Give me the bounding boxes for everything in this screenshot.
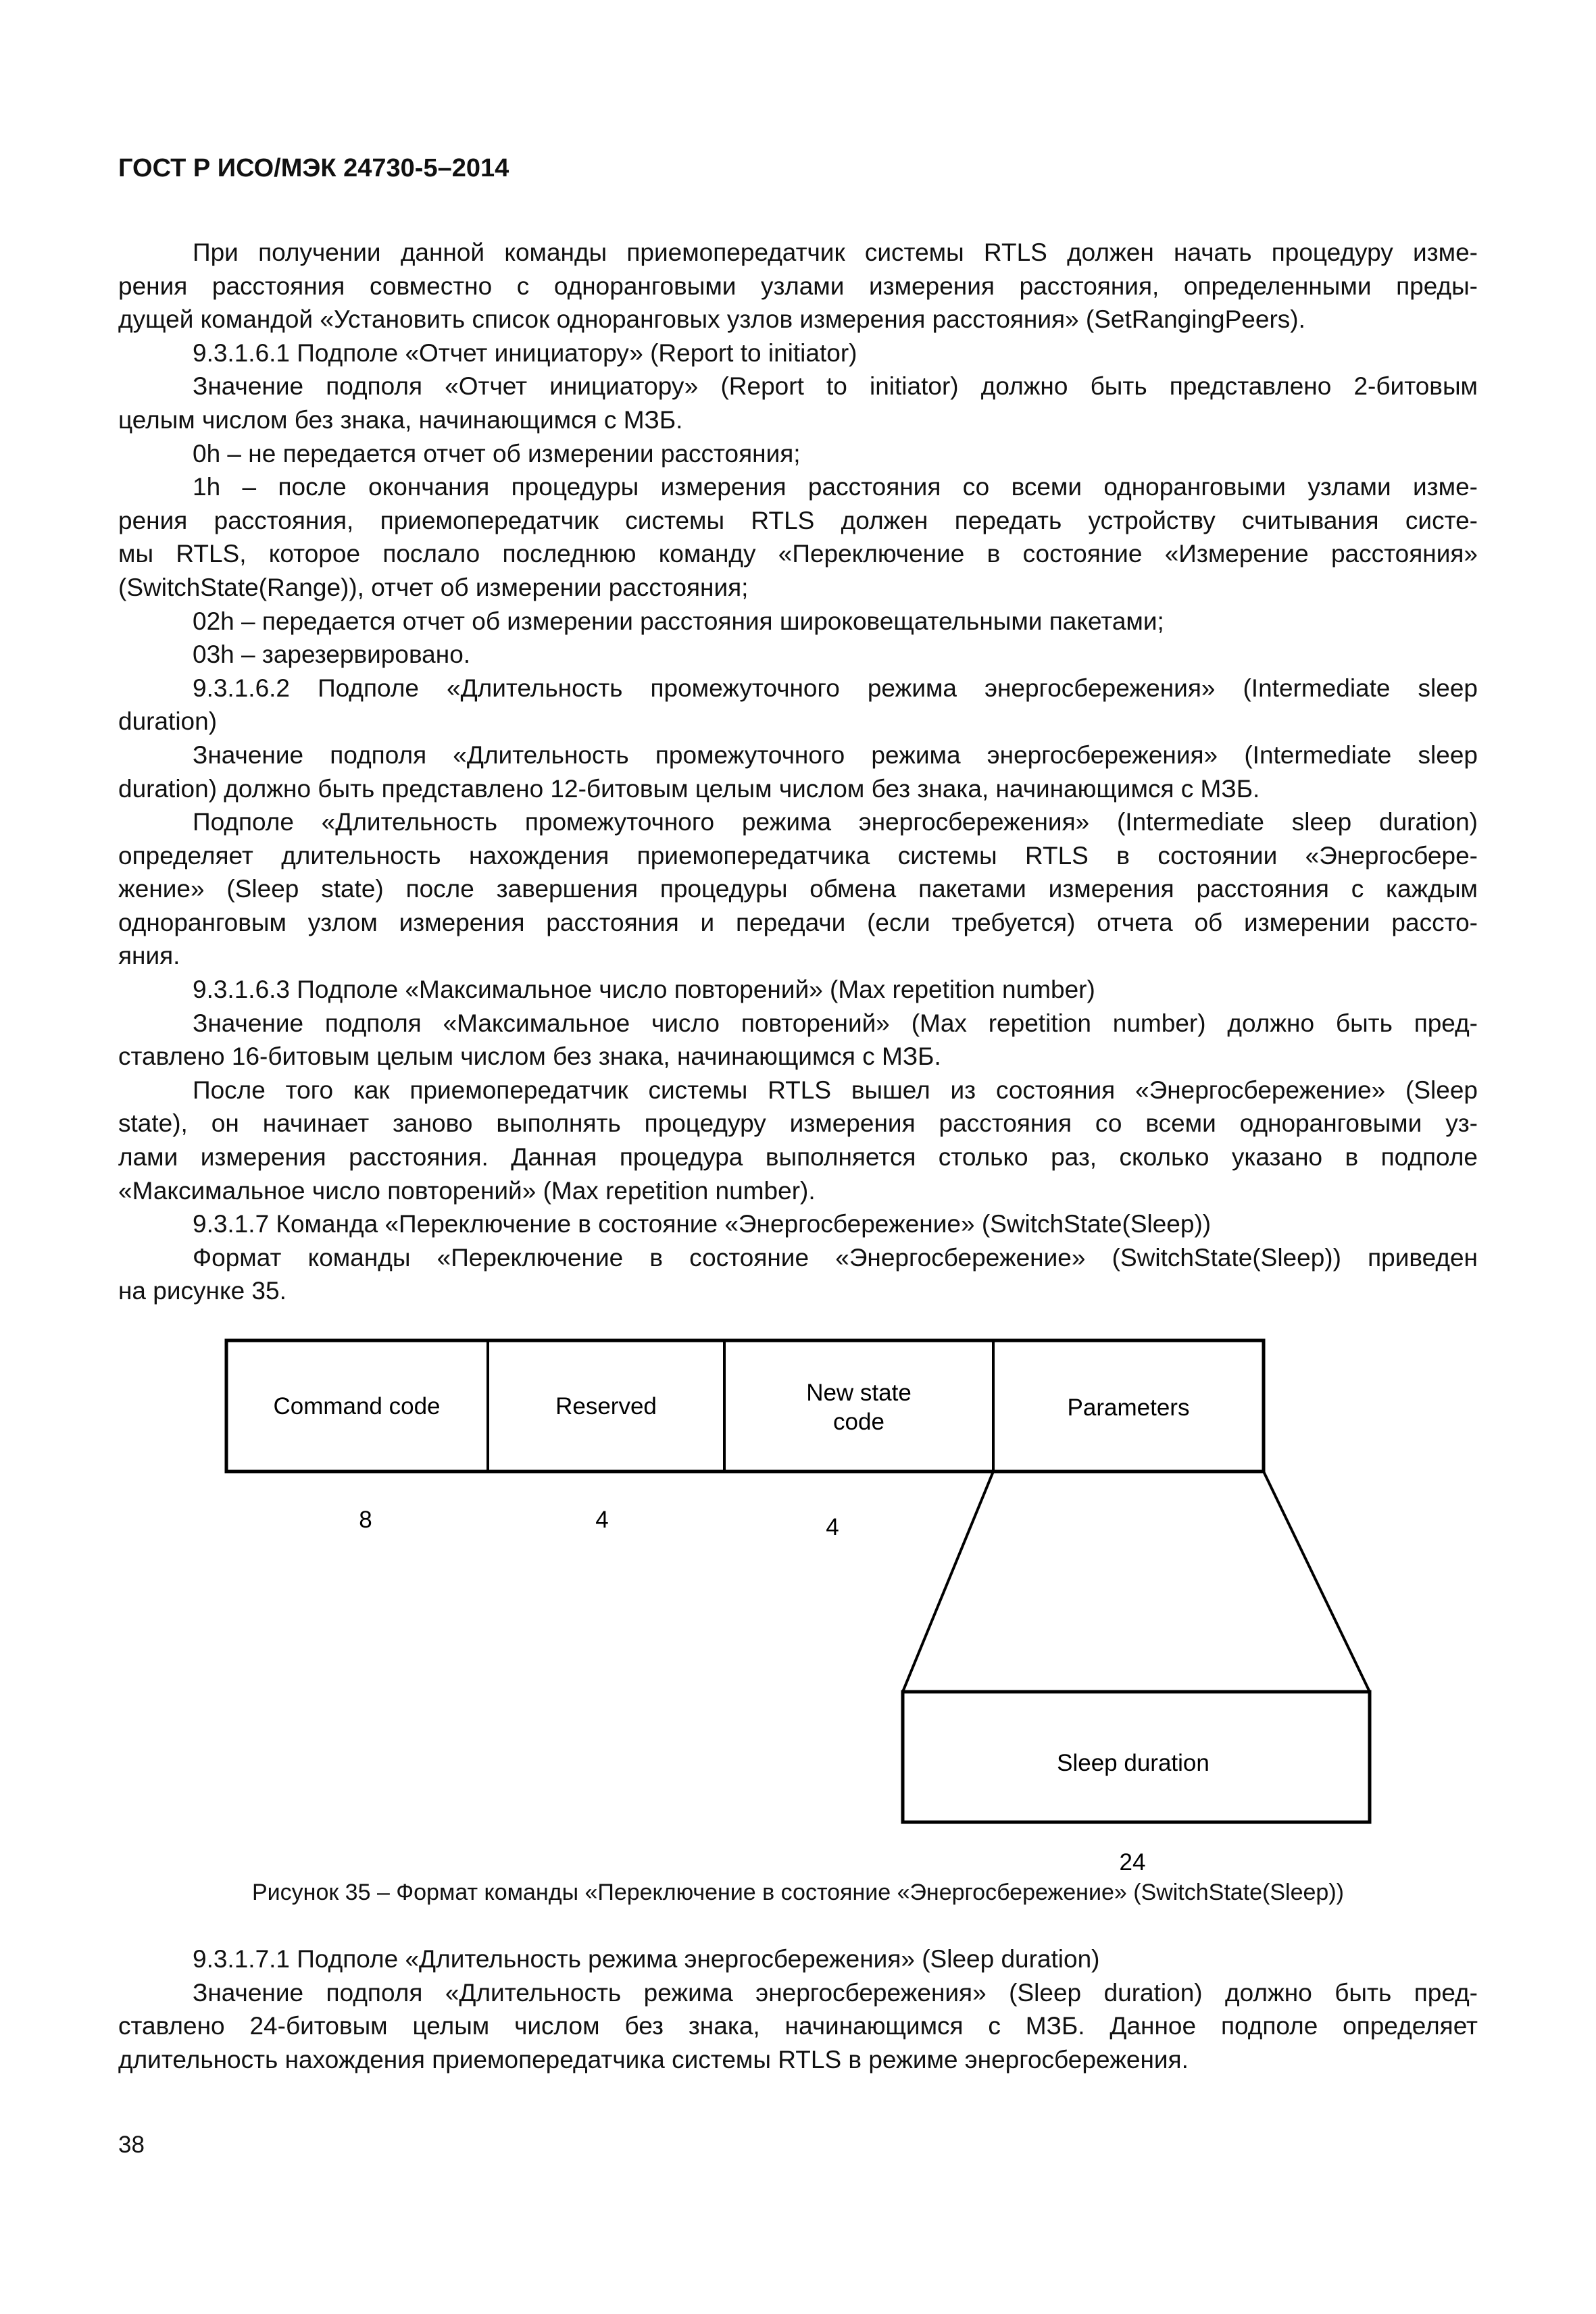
- paragraph-line: определяет длительность нахождения приемопередатчика системы RTLS в состоянии «Энергосбере-: [118, 841, 1478, 870]
- paragraph-line: на рисунке 35.: [118, 1277, 286, 1305]
- field-parameters: Parameters: [1067, 1394, 1190, 1421]
- paragraph-line: duration) должно быть представлено 12-битовым целым числом без знака, начинающимся с МЗБ.: [118, 774, 1260, 803]
- field-reserved: Reserved: [555, 1393, 657, 1419]
- paragraph-line: 9.3.1.7 Команда «Переключение в состояние «Энергосбережение» (SwitchState(Sleep)): [193, 1210, 1212, 1238]
- paragraph-line: жение» (Sleep state) после завершения процедуры обмена пакетами измерения расстояния с каждым: [118, 875, 1478, 903]
- paragraph-line: Значение подполя «Длительность промежуточного режима энергосбережения» (Intermediate sleep: [193, 740, 1478, 769]
- body-text-bottom: [118, 1942, 1478, 2076]
- paragraph-line: мы RTLS, которое послало последнюю команду «Переключение в состояние «Измерение расстояния»: [118, 540, 1478, 568]
- paragraph-line: яния.: [118, 942, 180, 970]
- field-command-code: Command code: [273, 1393, 441, 1419]
- expansion-line-left: [903, 1472, 993, 1692]
- figure-caption: Рисунок 35 – Формат команды «Переключение в состояние «Энергосбережение» (SwitchState(Sleep)): [252, 1880, 1344, 1905]
- field-new-state-code: New state: [806, 1380, 912, 1406]
- paragraph-line: Подполе «Длительность промежуточного режима энергосбережения» (Intermediate sleep duration): [193, 808, 1478, 836]
- bits-new-state-code: 4: [826, 1514, 839, 1540]
- bits-sleep-duration: 24: [1119, 1849, 1146, 1876]
- paragraph-line: 9.3.1.7.1 Подполе «Длительность режима энергосбережения» (Sleep duration): [193, 1945, 1100, 1973]
- paragraph-line: рения расстояния совместно с одноранговыми узлами измерения расстояния, определенными преды-: [118, 272, 1478, 300]
- paragraph-line: дущей командой «Установить список одноранговых узлов измерения расстояния» (SetRangingPeers).: [118, 305, 1305, 334]
- paragraph-line: ставлено 16-битовым целым числом без знака, начинающимся с МЗБ.: [118, 1042, 941, 1071]
- paragraph-line: 9.3.1.6.3 Подполе «Максимальное число повторений» (Max repetition number): [193, 976, 1095, 1004]
- paragraph-line: 1h – после окончания процедуры измерения расстояния со всеми одноранговыми узлами изме-: [193, 473, 1478, 501]
- paragraph-line: целым числом без знака, начинающимся с МЗБ.: [118, 405, 683, 434]
- paragraph-line: «Максимальное число повторений» (Max repetition number).: [118, 1176, 816, 1205]
- paragraph-line: duration): [118, 707, 218, 736]
- document-header: ГОСТ Р ИСО/МЭК 24730-5–2014: [118, 154, 509, 182]
- paragraph-line: длительность нахождения приемопередатчика системы RTLS в режиме энергосбережения.: [118, 2045, 1189, 2073]
- paragraph-line: рения расстояния, приемопередатчик системы RTLS должен передать устройству считывания систе-: [118, 506, 1478, 534]
- paragraph-line: лами измерения расстояния. Данная процедура выполняется столько раз, сколько указано в подполе: [118, 1143, 1478, 1172]
- paragraph-line: После того как приемопередатчик системы RTLS вышел из состояния «Энергосбережение» (Sleep: [193, 1076, 1478, 1104]
- paragraph-line: state), он начинает заново выполнять процедуру измерения расстояния со всеми одноранговыми уз-: [118, 1109, 1478, 1138]
- field-sleep-duration: Sleep duration: [1057, 1750, 1210, 1776]
- paragraph-line: Значение подполя «Отчет инициатору» (Report to initiator) должно быть представлено 2-битовым: [193, 372, 1478, 401]
- bits-reserved: 4: [595, 1507, 609, 1533]
- paragraph-line: Формат команды «Переключение в состояние «Энергосбережение» (SwitchState(Sleep)) приведен: [193, 1243, 1478, 1272]
- paragraph-line: 0h – не передается отчет об измерении расстояния;: [193, 439, 801, 468]
- paragraph-line: 03h – зарезервировано.: [193, 640, 471, 669]
- paragraph-line: При получении данной команды приемопередатчик системы RTLS должен начать процедуру изме-: [193, 238, 1478, 266]
- paragraph-line: 9.3.1.6.1 Подполе «Отчет инициатору» (Report to initiator): [193, 338, 857, 367]
- paragraph-line: (SwitchState(Range)), отчет об измерении расстояния;: [118, 573, 749, 601]
- bits-command-code: 8: [359, 1507, 372, 1533]
- paragraph-line: ставлено 24-битовым целым числом без знака, начинающимся с МЗБ. Данное подполе определяет: [118, 2012, 1478, 2040]
- paragraph-line: Значение подполя «Максимальное число повторений» (Max repetition number) должно быть пред-: [193, 1009, 1478, 1037]
- expansion-line-right: [1264, 1472, 1370, 1692]
- page-number: 38: [118, 2132, 145, 2158]
- paragraph-line: 02h – передается отчет об измерении расстояния широковещательными пакетами;: [193, 607, 1164, 635]
- paragraph-line: одноранговым узлом измерения расстояния и передачи (если требуется) отчета об измерении рассто-: [118, 908, 1478, 936]
- paragraph-line: Значение подполя «Длительность режима энергосбережения» (Sleep duration) должно быть пред-: [193, 1978, 1478, 2007]
- field-new-state-code-line2: code: [833, 1409, 884, 1435]
- paragraph-line: 9.3.1.6.2 Подполе «Длительность промежуточного режима энергосбережения» (Intermediate sleep: [193, 674, 1478, 702]
